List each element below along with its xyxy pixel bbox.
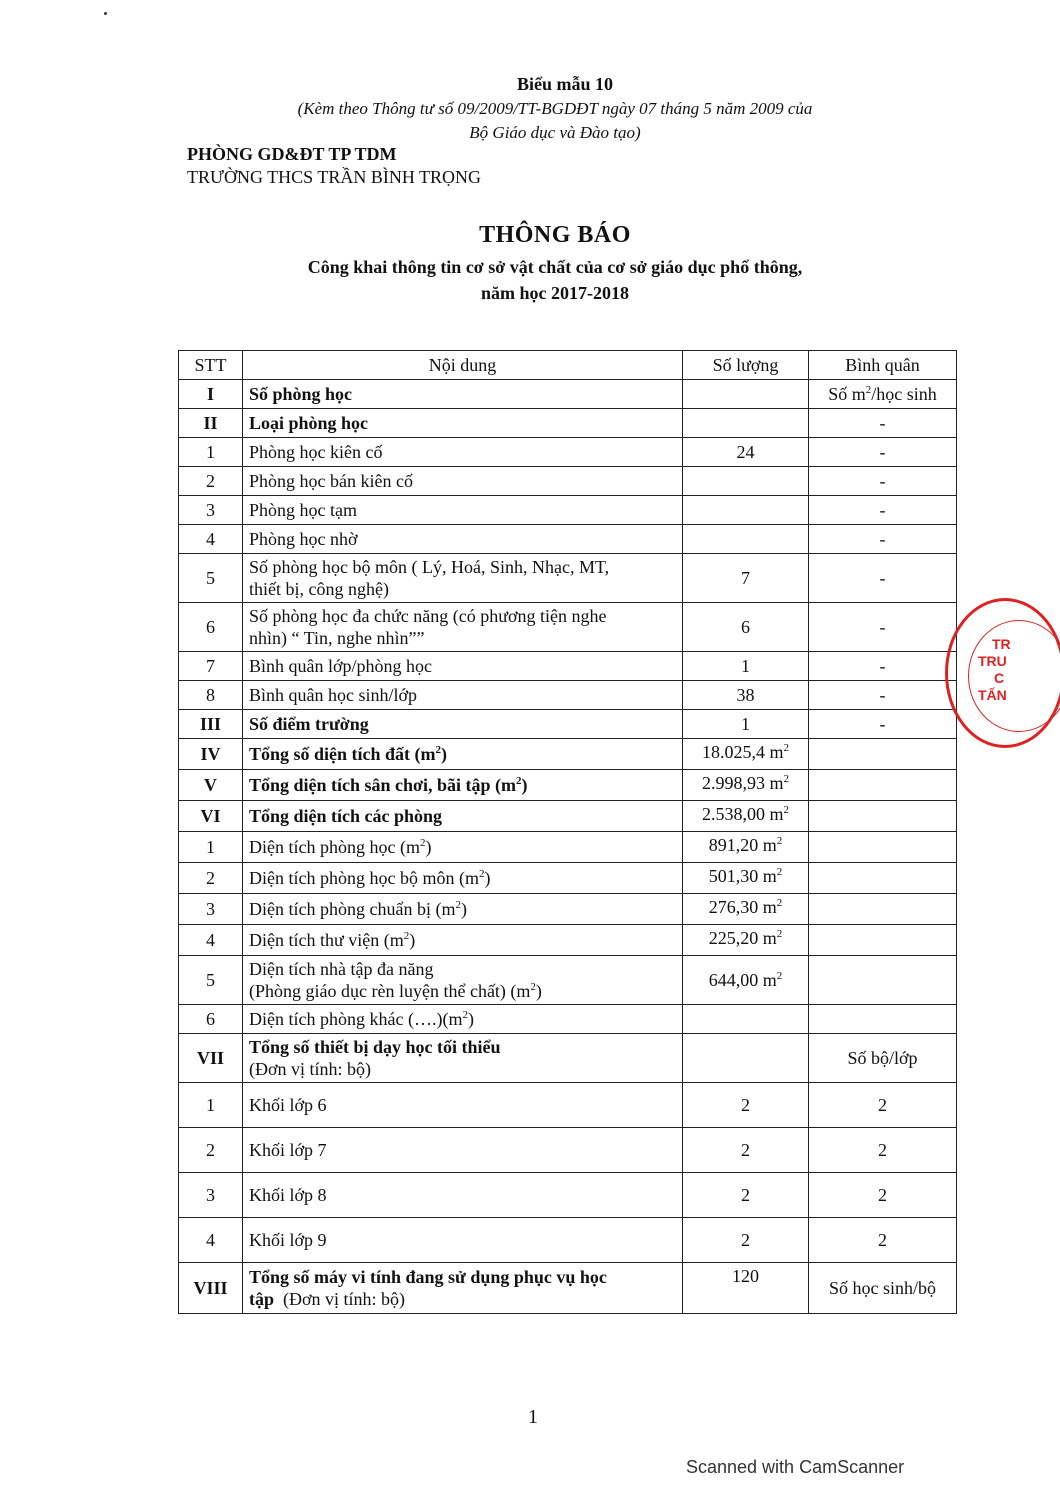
avg-cell: - (809, 554, 957, 603)
avg-cell (809, 863, 957, 894)
content-cell: Bình quân học sinh/lớp (243, 681, 683, 710)
stt-cell: 2 (179, 863, 243, 894)
avg-cell: - (809, 681, 957, 710)
table-row (179, 496, 957, 525)
content-line2 (249, 1288, 676, 1310)
content-cell: Phòng học tạm (243, 496, 683, 525)
table-row (179, 1034, 957, 1083)
content-text: Diện tích thư viện (m (249, 930, 404, 950)
sup-text: 2 (419, 837, 426, 849)
avg-cell: 2 (809, 1083, 957, 1128)
close-paren: ) (521, 775, 528, 795)
stt-cell: VIII (179, 1263, 243, 1314)
qty-text: 644,00 m (708, 970, 777, 990)
avg-cell (809, 380, 957, 409)
form-note-line1: (Kèm theo Thông tư số 09/2009/TT-BGDĐT ngày 07 tháng 5 năm 2009 của (297, 99, 813, 118)
table-row (179, 525, 957, 554)
qty-cell (683, 409, 809, 438)
school-name: TRƯỜNG THCS TRẦN BÌNH TRỌNG (187, 167, 481, 187)
table-row (179, 603, 957, 652)
stt-cell: III (179, 710, 243, 739)
stt-cell: IV (179, 739, 243, 770)
sup-text: 2 (783, 742, 789, 754)
table-row (179, 710, 957, 739)
table-row (179, 894, 957, 925)
page-number: 1 (528, 1406, 538, 1428)
sup-text: 2 (478, 868, 485, 880)
content-line1: Số phòng học bộ môn ( Lý, Hoá, Sinh, Nhạc, MT, (249, 557, 610, 577)
avg-cell: 2 (809, 1173, 957, 1218)
qty-cell (683, 525, 809, 554)
sup-text: 2 (776, 928, 783, 940)
avg-text-rest: /học sinh (871, 384, 937, 404)
avg-cell (809, 832, 957, 863)
stt-cell: VII (179, 1034, 243, 1083)
form-title: Biểu mẫu 10 (516, 74, 613, 94)
qty-cell: 2 (683, 1128, 809, 1173)
avg-cell (809, 739, 957, 770)
qty-cell: 7 (683, 554, 809, 603)
table-row (179, 1005, 957, 1034)
form-note-line2: Bộ Giáo dục và Đào tạo) (469, 123, 641, 142)
avg-text: Số m (828, 384, 866, 404)
stt-cell: 2 (179, 467, 243, 496)
close-paren: ) (425, 837, 432, 857)
qty-text: 276,30 m (708, 897, 777, 917)
qty-cell (683, 380, 809, 409)
content-cell: Phòng học bán kiên cố (243, 467, 683, 496)
stt-cell: 6 (179, 1005, 243, 1034)
qty-cell: 6 (683, 603, 809, 652)
qty-cell (683, 894, 809, 925)
content-cell (243, 603, 683, 652)
table-row (179, 1128, 957, 1173)
sup-text: 2 (435, 744, 442, 756)
content-cell: Phòng học kiên cố (243, 438, 683, 467)
sup-text: 2 (776, 897, 783, 909)
sup-text: 2 (455, 899, 461, 911)
table-row (179, 925, 957, 956)
content-cell (243, 863, 683, 894)
table-row (179, 863, 957, 894)
avg-cell: - (809, 496, 957, 525)
subtitle-line1: Công khai thông tin cơ sở vật chất của cơ sở giáo dục phổ thông, (307, 257, 803, 277)
content-text: Diện tích phòng học (m (249, 837, 420, 857)
content-cell (243, 925, 683, 956)
sup-text: 2 (783, 804, 789, 816)
stt-cell: 3 (179, 1173, 243, 1218)
stt-cell: 3 (179, 894, 243, 925)
document-title: THÔNG BÁO (479, 222, 631, 248)
table-row (179, 770, 957, 801)
content-cell (243, 554, 683, 603)
qty-text: 18.025,4 m (701, 742, 784, 762)
avg-cell (809, 1005, 957, 1034)
table-header-row (179, 351, 957, 380)
avg-cell: - (809, 652, 957, 681)
department-name: PHÒNG GD&ĐT TP TDM (187, 144, 397, 164)
close-paren: ) (441, 744, 448, 764)
stt-cell: 4 (179, 1218, 243, 1263)
table-row (179, 832, 957, 863)
table-row (179, 554, 957, 603)
close-paren: ) (460, 899, 467, 919)
qty-text: 225,20 m (708, 928, 777, 948)
table-row (179, 801, 957, 832)
stt-cell: II (179, 409, 243, 438)
stt-cell: 8 (179, 681, 243, 710)
content-line2 (249, 980, 676, 1002)
header-avg: Bình quân (809, 351, 957, 380)
qty-cell: 24 (683, 438, 809, 467)
qty-text: 891,20 m (708, 835, 777, 855)
scanner-watermark: Scanned with CamScanner (686, 1457, 905, 1477)
avg-cell (809, 925, 957, 956)
header-qty: Số lượng (683, 351, 809, 380)
content-cell: Khối lớp 8 (243, 1173, 683, 1218)
avg-cell: - (809, 467, 957, 496)
qty-cell (683, 832, 809, 863)
stt-cell: 4 (179, 525, 243, 554)
content-line1: Tổng số thiết bị dạy học tối thiểu (249, 1037, 501, 1057)
avg-cell: 2 (809, 1128, 957, 1173)
content-text: tập (249, 1289, 275, 1309)
table-row (179, 652, 957, 681)
avg-cell: 2 (809, 1218, 957, 1263)
qty-cell: 2 (683, 1173, 809, 1218)
avg-cell (809, 770, 957, 801)
facilities-table (178, 350, 957, 1314)
avg-sup: 2 (865, 384, 872, 396)
content-cell: Khối lớp 7 (243, 1128, 683, 1173)
content-cell: Tổng diện tích các phòng (243, 801, 683, 832)
sup-text: 2 (530, 981, 536, 993)
avg-cell (809, 801, 957, 832)
qty-cell: 38 (683, 681, 809, 710)
avg-cell: - (809, 525, 957, 554)
stt-cell: 1 (179, 438, 243, 467)
content-cell (243, 956, 683, 1005)
content-text: Tổng diện tích sân chơi, bãi tập (m (249, 775, 517, 795)
seal-line: TR (992, 636, 1011, 652)
content-cell: Số điểm trường (243, 710, 683, 739)
stt-cell: 5 (179, 554, 243, 603)
content-line1: Tổng số máy vi tính đang sử dụng phục vụ học (249, 1267, 607, 1287)
qty-cell: 120 (683, 1263, 809, 1314)
content-line2: thiết bị, công nghệ) (249, 579, 389, 599)
stt-cell: 4 (179, 925, 243, 956)
red-seal-text (972, 636, 1011, 704)
table-row (179, 1218, 957, 1263)
stt-cell: 6 (179, 603, 243, 652)
avg-cell (809, 956, 957, 1005)
avg-cell: Số học sinh/bộ (809, 1263, 957, 1314)
sup-text: 2 (462, 1009, 468, 1021)
close-paren: ) (535, 981, 542, 1001)
avg-cell: - (809, 438, 957, 467)
content-text: Diện tích phòng chuẩn bị (m (249, 899, 456, 919)
table-row (179, 681, 957, 710)
content-cell (243, 739, 683, 770)
qty-cell: 2 (683, 1083, 809, 1128)
table-row (179, 956, 957, 1005)
sup-text: 2 (403, 930, 410, 942)
qty-cell (683, 863, 809, 894)
content-text-rest: (Đơn vị tính: bộ) (274, 1289, 406, 1309)
content-text: Diện tích phòng học bộ môn (m (249, 868, 479, 888)
sup-text: 2 (776, 970, 783, 982)
content-line1: Diện tích nhà tập đa năng (249, 959, 434, 979)
speck (104, 12, 107, 15)
qty-cell: 2 (683, 1218, 809, 1263)
stt-cell: 5 (179, 956, 243, 1005)
qty-cell (683, 467, 809, 496)
stt-cell: 1 (179, 1083, 243, 1128)
content-cell: Số phòng học (243, 380, 683, 409)
content-text: Tổng số diện tích đất (m (249, 744, 436, 764)
qty-cell (683, 770, 809, 801)
qty-cell (683, 925, 809, 956)
stt-cell: V (179, 770, 243, 801)
stt-cell: I (179, 380, 243, 409)
avg-cell (809, 894, 957, 925)
content-cell (243, 770, 683, 801)
content-line2: nhìn) “ Tin, nghe nhìn”” (249, 628, 425, 648)
sup-text: 2 (516, 775, 522, 787)
content-text: (Phòng giáo dục rèn luyện thể chất) (m (249, 981, 531, 1001)
qty-cell (683, 739, 809, 770)
seal-line: C (994, 670, 1005, 686)
avg-cell: - (809, 603, 957, 652)
table-row (179, 438, 957, 467)
content-cell (243, 1263, 683, 1314)
table-row (179, 1083, 957, 1128)
content-cell (243, 832, 683, 863)
qty-cell (683, 496, 809, 525)
stt-cell: 2 (179, 1128, 243, 1173)
avg-cell: - (809, 409, 957, 438)
content-cell (243, 1034, 683, 1083)
close-paren: ) (467, 1009, 474, 1029)
content-text: Diện tích phòng khác (….)(m (249, 1009, 463, 1029)
header-stt: STT (179, 351, 243, 380)
close-paren: ) (484, 868, 491, 888)
document-subtitle (0, 254, 1060, 306)
avg-cell: Số bộ/lớp (809, 1034, 957, 1083)
content-cell: Khối lớp 9 (243, 1218, 683, 1263)
sup-text: 2 (776, 835, 783, 847)
close-paren: ) (409, 930, 416, 950)
content-cell: Phòng học nhờ (243, 525, 683, 554)
avg-cell: - (809, 710, 957, 739)
seal-line: TẤN (978, 687, 1007, 703)
stt-cell: 3 (179, 496, 243, 525)
table-row (179, 380, 957, 409)
content-line2: (Đơn vị tính: bộ) (249, 1059, 372, 1079)
content-cell: Khối lớp 6 (243, 1083, 683, 1128)
header-content: Nội dung (243, 351, 683, 380)
qty-text: 2.998,93 m (701, 773, 784, 793)
table-row (179, 467, 957, 496)
qty-cell: 1 (683, 652, 809, 681)
qty-cell (683, 801, 809, 832)
qty-text: 2.538,00 m (701, 804, 784, 824)
stt-cell: VI (179, 801, 243, 832)
content-cell: Bình quân lớp/phòng học (243, 652, 683, 681)
table-row (179, 1263, 957, 1314)
content-cell: Loại phòng học (243, 409, 683, 438)
sup-text: 2 (776, 866, 783, 878)
qty-cell (683, 956, 809, 1005)
subtitle-line2: năm học 2017-2018 (481, 283, 629, 303)
content-cell (243, 1005, 683, 1034)
stt-cell: 7 (179, 652, 243, 681)
seal-line: TRU (978, 653, 1007, 669)
table-row (179, 739, 957, 770)
table-row (179, 1173, 957, 1218)
qty-text: 501,30 m (708, 866, 777, 886)
stt-cell: 1 (179, 832, 243, 863)
form-note (0, 97, 1060, 145)
content-line1: Số phòng học đa chức năng (có phương tiện nghe (249, 606, 607, 626)
qty-cell: 1 (683, 710, 809, 739)
content-cell (243, 894, 683, 925)
sup-text: 2 (783, 773, 789, 785)
qty-cell (683, 1034, 809, 1083)
qty-cell (683, 1005, 809, 1034)
table-row (179, 409, 957, 438)
